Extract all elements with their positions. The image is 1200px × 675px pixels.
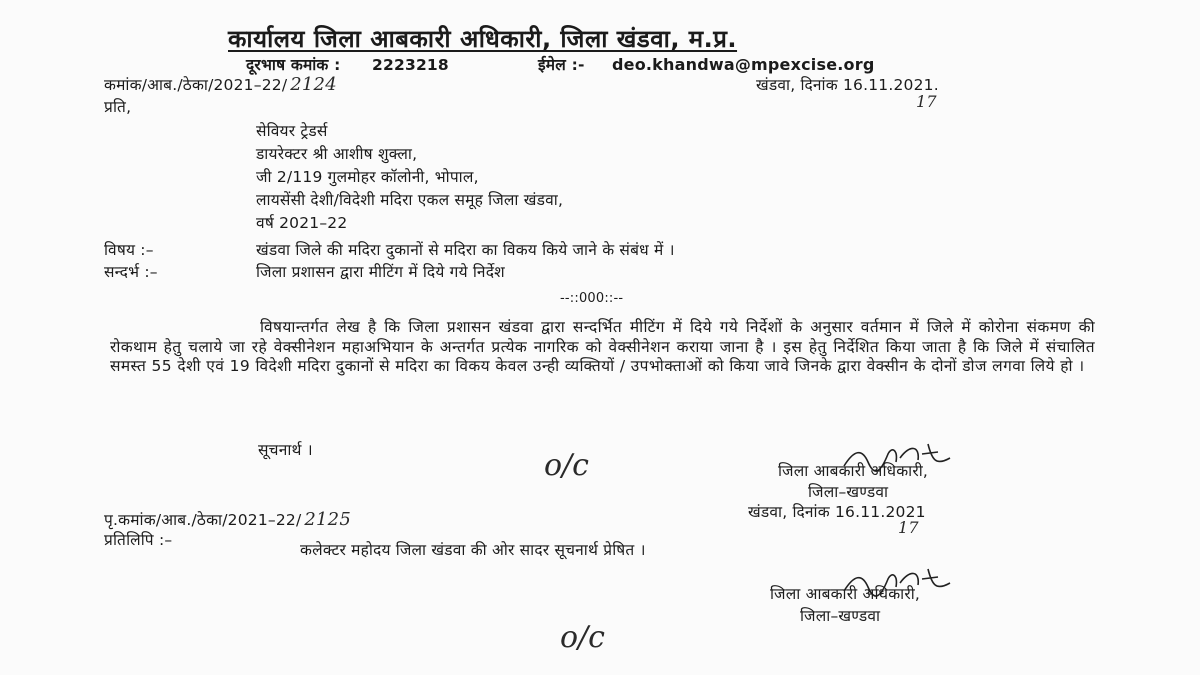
signature-2-place: जिला–खण्डवा (800, 607, 881, 625)
endorsement-date-handwritten: 17 (898, 518, 919, 537)
copy-text: कलेक्टर महोदय जिला खंडवा की ओर सादर सूचनार्थ प्रेषित । (300, 541, 646, 559)
recipient-line-2: डायरेक्टर श्री आशीष शुक्ला, (256, 145, 418, 163)
recipient-line-4: लायसेंसी देशी/विदेशी मदिरा एकल समूह जिला खंडवा, (256, 191, 564, 209)
signature-2-designation: जिला आबकारी अधिकारी, (770, 585, 921, 603)
reference-text: जिला प्रशासन द्वारा मीटिंग में दिये गये निर्देश (256, 263, 505, 281)
to-label: प्रति, (104, 98, 132, 116)
body-paragraph: विषयान्तर्गत लेख है कि जिला प्रशासन खंडवा द्वारा सन्दर्भित मीटिंग में दिये गये निर्देशों के अनुसार वर्तमान में जिले में कोरोना संकमण की रोकथाम हेतु चलाये जा रहे वेक्सीनेशन महाअभियान के अन्तर्गत प्रत्येक नागरिक को वेक्सीनेशन कराया जाना है । इस हेतु निर्देशित किया जाता है कि जिले में संचालित समस्त 55 देशी एवं 19 विदेशी मदिरा दुकानों से मदिरा का विकय केवल उन्ही व्यक्तियों / उपभोक्ताओं को किया जावे जिनके द्वारा वेक्सीन के दोनों डोज लगवा लिये हो । (110, 318, 1095, 375)
endorsement-date: खंडवा, दिनांक 16.11.2021 (748, 503, 926, 521)
copy-label: प्रतिलिपि :– (104, 531, 173, 549)
reference-number-printed: कमांक/आब./ठेका/2021–22/ (104, 76, 288, 94)
subject-label: विषय :– (104, 241, 154, 259)
endorsement-number-handwritten: 2125 (304, 509, 351, 530)
oc-mark: o/c (544, 448, 589, 483)
signature-1-designation: जिला आबकारी अधिकारी, (778, 462, 929, 480)
reference-label: सन्दर्भ :– (104, 263, 158, 281)
reference-number (104, 75, 337, 95)
endorsement-number-printed: पृ.कमांक/आब./ठेका/2021–22/ (104, 511, 302, 529)
separator: --::000::-- (560, 291, 624, 306)
subject-text: खंडवा जिले की मदिरा दुकानों से मदिरा का विकय किये जाने के संबंध में । (256, 241, 675, 259)
email-address: deo.khandwa@mpexcise.org (612, 55, 875, 74)
body-closing: सूचनार्थ । (258, 441, 313, 459)
phone-label: दूरभाष कमांक : (246, 56, 341, 74)
letter-date: खंडवा, दिनांक 16.11.2021. (756, 76, 939, 94)
letter-date-handwritten: 17 (916, 92, 937, 111)
reference-number-handwritten: 2124 (290, 74, 337, 95)
endorsement-number (104, 510, 351, 530)
phone-number: 2223218 (372, 56, 449, 74)
email-label: ईमेल :- (538, 56, 585, 74)
recipient-line-5: वर्ष 2021–22 (256, 214, 348, 232)
office-title: कार्यालय जिला आबकारी अधिकारी, जिला खंडवा, म.प्र. (228, 25, 738, 53)
oc-mark-2: o/c (560, 620, 605, 655)
recipient-line-1: सेवियर ट्रेडर्स (256, 122, 328, 140)
signature-1-place: जिला–खण्डवा (808, 483, 889, 501)
recipient-line-3: जी 2/119 गुलमोहर कॉलोनी, भोपाल, (256, 168, 479, 186)
